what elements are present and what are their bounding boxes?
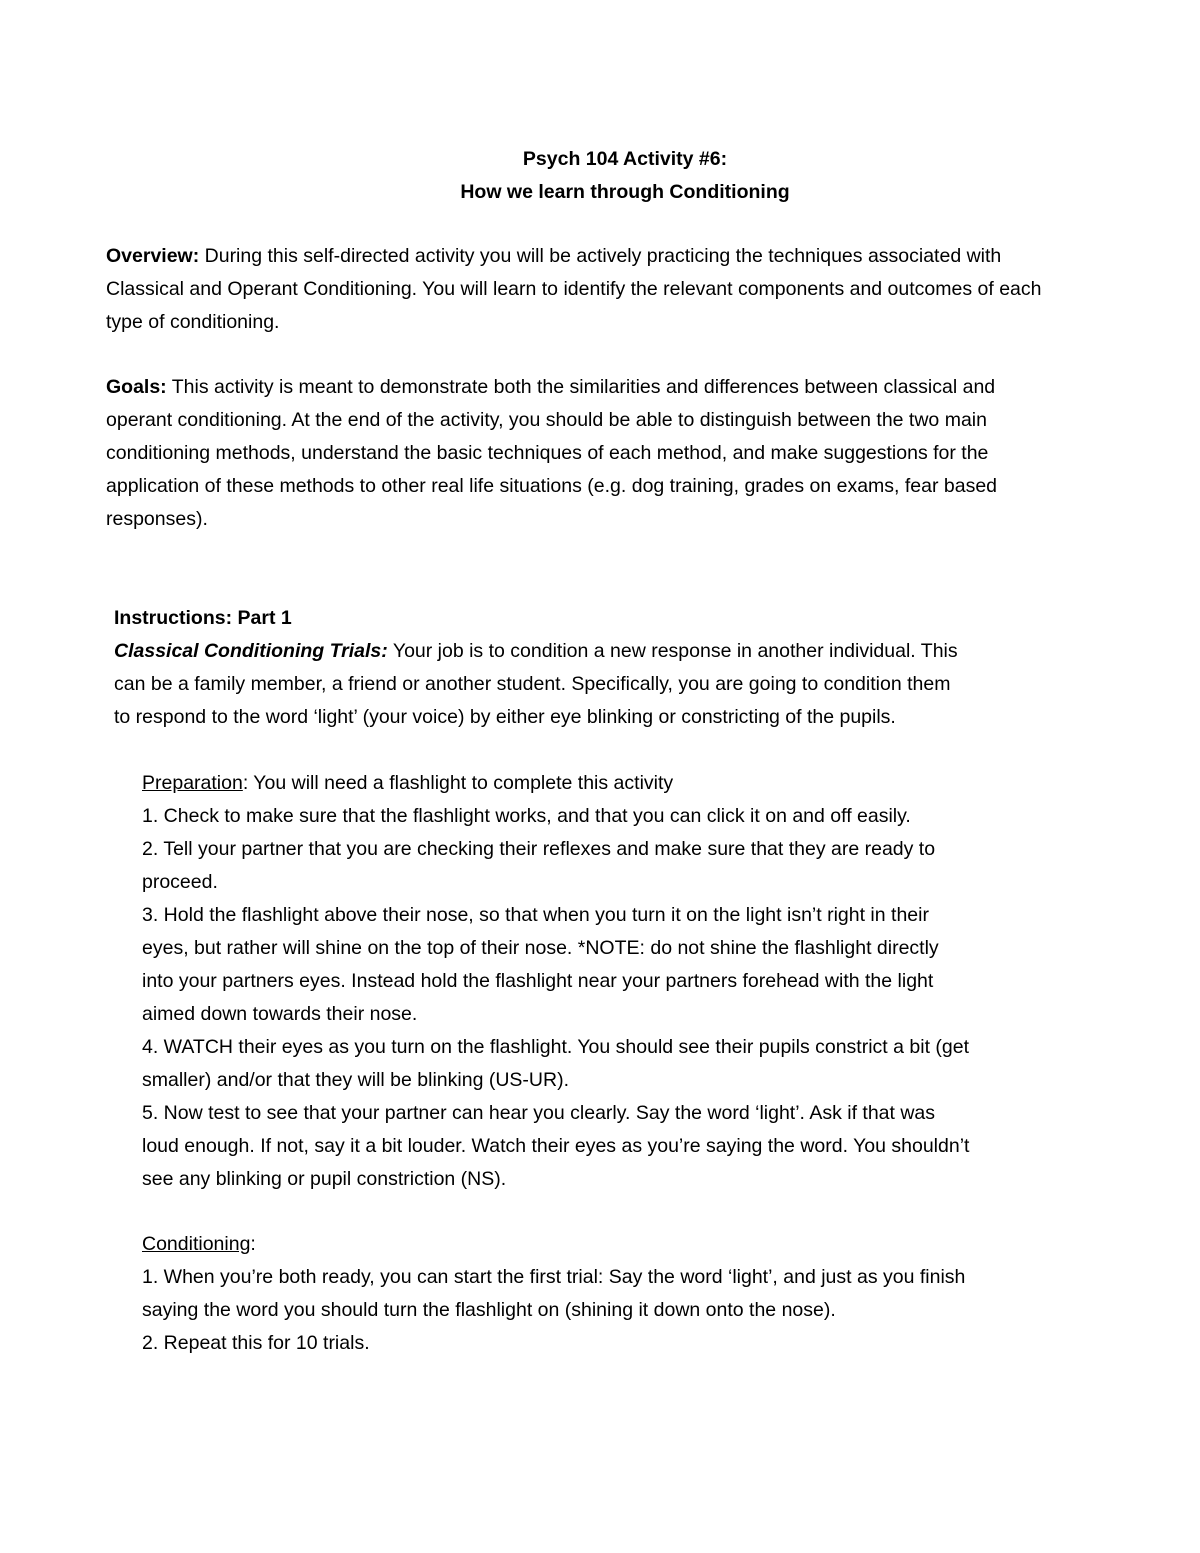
preparation-step: 4. WATCH their eyes as you turn on the flashlight. You should see their pupils constrict a bit (get [142,1036,970,1058]
conditioning-step: saying the word you should turn the flashlight on (shining it down onto the nose). [142,1299,836,1321]
preparation-step: 5. Now test to see that your partner can hear you clearly. Say the word ‘light’. Ask if that was [142,1102,936,1124]
document-title: Psych 104 Activity #6: [522,148,728,170]
preparation-step: aimed down towards their nose. [142,1003,418,1025]
preparation-step: into your partners eyes. Instead hold the flashlight near your partners forehead with the light [142,970,934,992]
preparation-step: eyes, but rather will shine on the top of their nose. *NOTE: do not shine the flashlight directly [142,937,939,959]
preparation-step: 3. Hold the flashlight above their nose, so that when you turn it on the light isn’t right in their [142,904,929,926]
overview-line [106,240,1042,273]
conditioning-step: 2. Repeat this for 10 trials. [142,1332,370,1354]
conditioning-colon: : [250,1233,256,1255]
preparation-step: 2. Tell your partner that you are checking their reflexes and make sure that they are ready to [142,838,936,860]
conditioning-heading-line [142,1228,965,1261]
conditioning-label: Conditioning [142,1233,251,1255]
classical-trials-label: Classical Conditioning Trials: [114,640,388,662]
conditioning-section [142,1228,965,1360]
instructions-part1-section [114,602,958,734]
conditioning-step: 1. When you’re both ready, you can start the first trial: Say the word ‘light’, and just as you finish [142,1266,966,1288]
goals-line: operant conditioning. At the end of the activity, you should be able to distinguish between the two main [106,409,987,431]
preparation-step: proceed. [142,871,218,893]
part1-line: to respond to the word ‘light’ (your voice) by either eye blinking or constricting of the pupils. [114,706,896,728]
goals-line: application of these methods to other real life situations (e.g. dog training, grades on exams, fear based [106,475,998,497]
overview-text: During this self-directed activity you will be actively practicing the techniques associated with [199,245,1002,267]
overview-label: Overview: [106,245,200,267]
overview-line: type of conditioning. [106,311,280,333]
instructions-heading: Instructions: Part 1 [114,607,292,629]
document-subtitle: How we learn through Conditioning [460,181,790,203]
overview-section [106,240,1042,339]
goals-text: This activity is meant to demonstrate both the similarities and differences between classical and [166,376,996,398]
goals-line: conditioning methods, understand the basic techniques of each method, and make suggestions for the [106,442,989,464]
part1-line: can be a family member, a friend or another student. Specifically, you are going to condition them [114,673,951,695]
part1-line [114,635,958,668]
preparation-step: see any blinking or pupil constriction (NS). [142,1168,507,1190]
overview-line: Classical and Operant Conditioning. You will learn to identify the relevant components and outcomes of each [106,278,1042,300]
preparation-step: smaller) and/or that they will be blinking (US-UR). [142,1069,569,1091]
part1-text: Your job is to condition a new response in another individual. This [387,640,958,662]
preparation-label: Preparation [142,772,243,794]
preparation-section [142,767,969,1196]
preparation-line [142,767,969,800]
preparation-step: loud enough. If not, say it a bit louder. Watch their eyes as you’re saying the word. You shouldn’t [142,1135,970,1157]
preparation-step: 1. Check to make sure that the flashlight works, and that you can click it on and off easily. [142,805,911,827]
goals-line: responses). [106,508,208,530]
goals-label: Goals: [106,376,167,398]
goals-line [106,371,997,404]
preparation-intro: : You will need a flashlight to complete this activity [242,772,674,794]
goals-section [106,371,997,536]
